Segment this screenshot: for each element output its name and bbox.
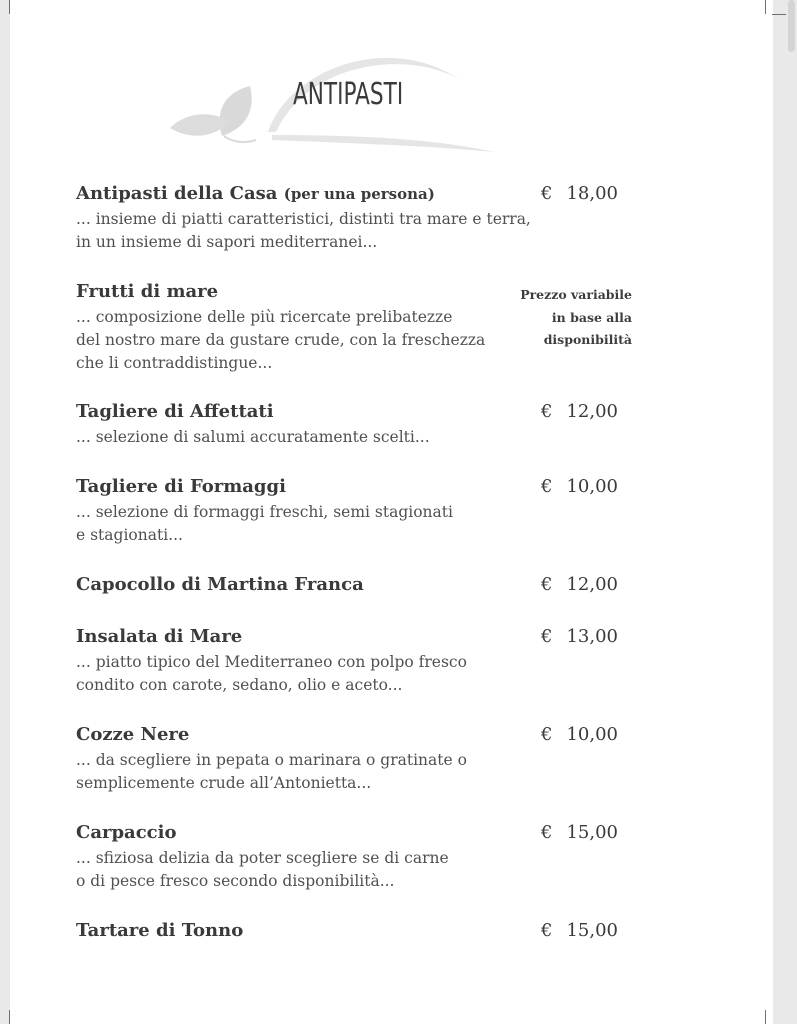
menu-item-price: € 12,00 [541, 574, 618, 595]
crop-mark [9, 0, 10, 14]
menu-item-name: Insalata di Mare [76, 626, 243, 647]
menu-item-price: € 15,00 [541, 920, 618, 941]
menu-item-price: € 13,00 [541, 626, 618, 647]
menu-item-name: Carpaccio [76, 822, 177, 843]
menu-item-name: Cozze Nere [76, 724, 190, 745]
menu-item-note: (per una persona) [283, 185, 435, 203]
crop-mark [765, 1010, 766, 1024]
crop-mark [9, 1010, 10, 1024]
menu-item-name: Tagliere di Formaggi [76, 476, 286, 497]
menu-item-price: € 10,00 [541, 724, 618, 745]
menu-item-price: € 10,00 [541, 476, 618, 497]
menu-item-name: Frutti di mare [76, 281, 219, 302]
menu-item-price: € 15,00 [541, 822, 618, 843]
menu-page [10, 0, 773, 1024]
menu-item-description: ... insieme di piatti caratteristici, distinti tra mare e terra, in un insieme di sapori mediterranei... [76, 210, 531, 251]
scrollbar[interactable] [788, 0, 795, 52]
menu-item-price: € 18,00 [541, 183, 618, 204]
menu-item-description: ... sfiziosa delizia da poter scegliere se di carne o di pesce fresco secondo disponibilità... [76, 849, 449, 890]
menu-item-price-variable: Prezzo variabile in base alla disponibilità [520, 287, 632, 347]
crop-mark [765, 0, 766, 14]
menu-item-price: € 12,00 [541, 401, 618, 422]
menu-item-name: Capocollo di Martina Franca [76, 574, 364, 595]
menu-item-name: Tartare di Tonno [76, 920, 244, 941]
menu-item-description: ... selezione di formaggi freschi, semi stagionati e stagionati... [76, 503, 453, 544]
menu-item-description: ... composizione delle più ricercate prelibatezze del nostro mare da gustare crude, con la freschezza che li contraddistingue... [76, 308, 486, 372]
section-title: ANTIPASTI [293, 77, 404, 112]
menu-item-description: ... selezione di salumi accuratamente scelti... [76, 428, 430, 446]
menu-item-description: ... piatto tipico del Mediterraneo con polpo fresco condito con carote, sedano, olio e aceto... [76, 653, 467, 694]
menu-item-name: Antipasti della Casa (per una persona) [76, 183, 435, 204]
menu-item-name: Tagliere di Affettati [76, 401, 274, 422]
menu-item-description: ... da scegliere in pepata o marinara o gratinate o semplicemente crude all’Antonietta... [76, 751, 467, 792]
crop-mark [772, 14, 786, 15]
